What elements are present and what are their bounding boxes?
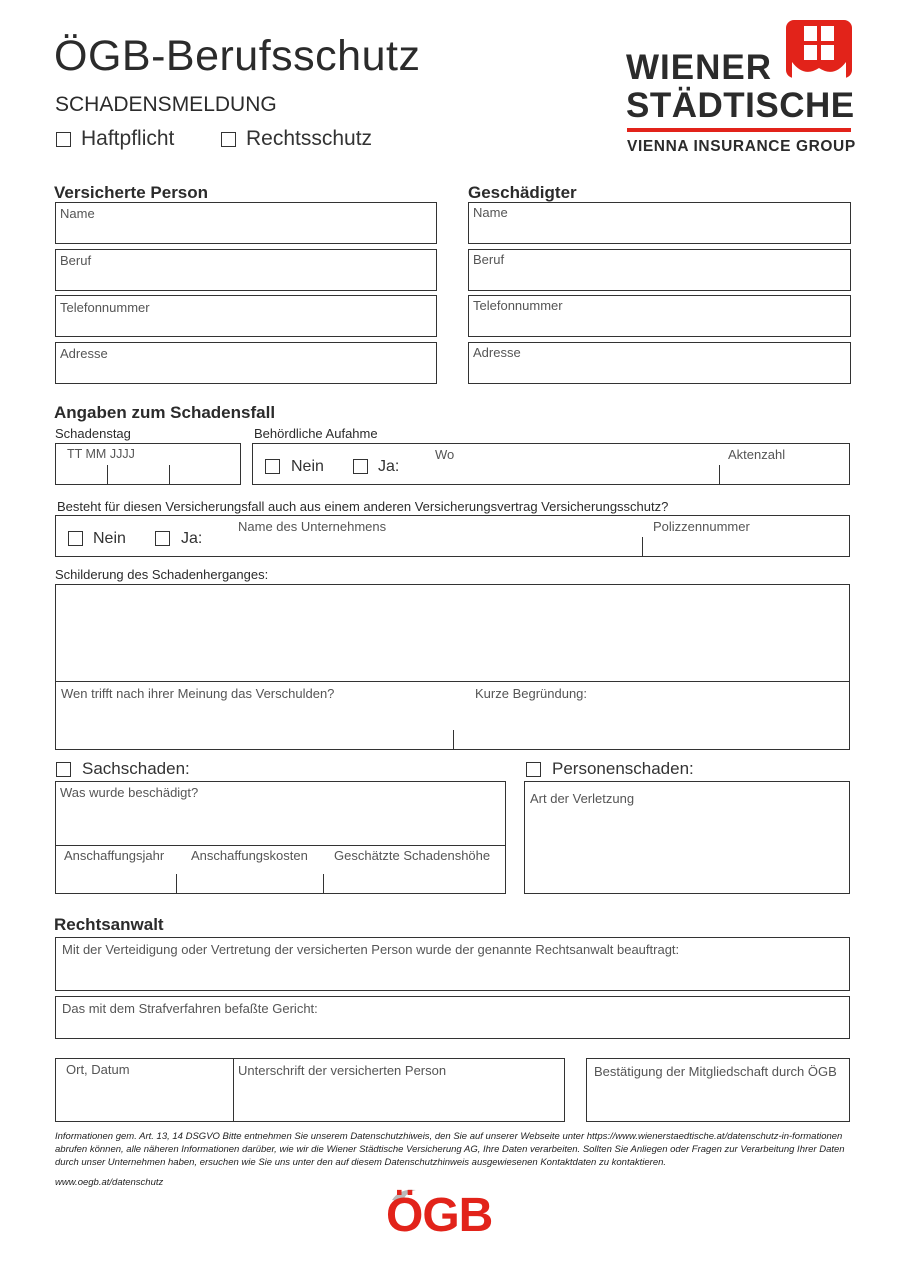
injury-type-field[interactable] bbox=[524, 781, 850, 894]
field-label: Beruf bbox=[60, 253, 92, 268]
court-field[interactable] bbox=[55, 996, 850, 1039]
checkbox-label-haftpflicht: Haftpflicht bbox=[81, 127, 175, 150]
field-label: Adresse bbox=[473, 345, 521, 360]
field-label: Adresse bbox=[60, 346, 108, 361]
file-number-label: Aktenzahl bbox=[728, 447, 786, 462]
place-date-label: Ort, Datum bbox=[66, 1062, 130, 1077]
purchase-cost-label: Anschaffungskosten bbox=[191, 848, 308, 863]
injured-occupation-field[interactable] bbox=[468, 249, 851, 291]
authority-nein-label: Nein bbox=[291, 458, 324, 475]
property-damage-field[interactable] bbox=[55, 781, 506, 894]
authority-where-label: Wo bbox=[435, 447, 455, 462]
privacy-notice: Informationen gem. Art. 13, 14 DSGVO Bitte entnehmen Sie unserem Datenschutzhiweis, den Sie auf unserer Webseite unter https://www.wienerstaedtische.at/datenschutz-in-formationen abrufen können, alle näheren Informationen darüber, wie wir die Wiener Städtische Versicherung AG, Ihre Daten verarbeiten. Sollten Sie Anliegen oder Fragen zur Verarbeitung Ihrer Daten durch unser Unternehmen haben, ersuchen wie Sie uns unter den auf diesem Datenschutzhinweis ausgewiesenen Kontaktdaten zu kontaktieren. bbox=[55, 1131, 845, 1168]
description-field[interactable] bbox=[55, 584, 850, 750]
signature-field[interactable] bbox=[55, 1058, 565, 1122]
date-separator bbox=[107, 465, 108, 485]
fault-label: Wen trifft nach ihrer Meinung das Verschulden? bbox=[61, 686, 335, 701]
date-separator bbox=[169, 465, 170, 485]
insured-name-field[interactable] bbox=[55, 202, 437, 244]
checkbox-label-rechtsschutz: Rechtsschutz bbox=[246, 127, 373, 150]
section-heading-incident: Angaben zum Schadensfall bbox=[54, 403, 276, 422]
authority-field[interactable] bbox=[252, 443, 850, 485]
lawyer-commissioned-field[interactable] bbox=[55, 937, 850, 991]
cost-separator bbox=[323, 874, 324, 894]
property-damage-label: Sachschaden: bbox=[82, 759, 190, 778]
section-heading-lawyer: Rechtsanwalt bbox=[54, 915, 164, 934]
date-placeholder: TT MM JJJJ bbox=[67, 447, 135, 461]
membership-confirmation-label: Bestätigung der Mitgliedschaft durch ÖGB bbox=[594, 1064, 837, 1079]
wiener-staedtische-logo bbox=[626, 18, 856, 163]
checkbox-authority-nein[interactable] bbox=[265, 459, 280, 474]
file-number-separator bbox=[719, 465, 720, 485]
logo-line-staedtische: STÄDTISCHE bbox=[626, 86, 855, 125]
insured-phone-field[interactable] bbox=[55, 295, 437, 337]
incident-date-field[interactable] bbox=[55, 443, 241, 485]
privacy-link[interactable]: www.oegb.at/datenschutz bbox=[55, 1177, 164, 1188]
lawyer-commissioned-label: Mit der Verteidigung oder Vertretung der versicherten Person wurde der genannte Rechtsanwalt beauftragt: bbox=[62, 942, 680, 957]
injured-name-field[interactable] bbox=[468, 202, 851, 244]
policy-number-label: Polizzennummer bbox=[653, 519, 750, 534]
shield-emblem-icon bbox=[784, 18, 854, 90]
company-name-label: Name des Unternehmens bbox=[238, 519, 387, 534]
field-label: Name bbox=[60, 206, 95, 221]
date-label: Schadenstag bbox=[55, 426, 131, 441]
court-label: Das mit dem Strafverfahren befaßte Gericht: bbox=[62, 1001, 318, 1016]
checkbox-other-ja[interactable] bbox=[155, 531, 170, 546]
checkbox-authority-ja[interactable] bbox=[353, 459, 368, 474]
insured-address-field[interactable] bbox=[55, 342, 437, 384]
oegb-logo-text: ÖGB bbox=[386, 1189, 493, 1242]
policy-separator bbox=[642, 537, 643, 557]
section-heading-injured: Geschädigter bbox=[468, 183, 577, 202]
logo-divider bbox=[627, 128, 851, 132]
field-label: Name bbox=[473, 205, 508, 220]
personal-injury-label: Personenschaden: bbox=[552, 759, 694, 778]
other-nein-label: Nein bbox=[93, 530, 126, 547]
checkbox-other-nein[interactable] bbox=[68, 531, 83, 546]
injury-type-label: Art der Verletzung bbox=[530, 791, 635, 806]
estimated-damage-label: Geschätzte Schadenshöhe bbox=[334, 848, 491, 863]
signature-label: Unterschrift der versicherten Person bbox=[238, 1063, 447, 1078]
description-divider bbox=[56, 681, 849, 682]
logo-line-vig: VIENNA INSURANCE GROUP bbox=[627, 138, 856, 155]
authority-label: Behördliche Aufahme bbox=[254, 426, 378, 441]
description-label: Schilderung des Schadenherganges: bbox=[55, 567, 269, 582]
oegb-logo bbox=[386, 1186, 521, 1242]
other-insurance-field[interactable] bbox=[55, 515, 850, 557]
page-title: ÖGB-Berufsschutz bbox=[54, 32, 421, 80]
reason-label: Kurze Begründung: bbox=[475, 686, 588, 701]
section-heading-insured: Versicherte Person bbox=[54, 183, 209, 202]
checkbox-personal-injury[interactable] bbox=[526, 762, 541, 777]
cost-separator bbox=[176, 874, 177, 894]
other-insurance-question: Besteht für diesen Versicherungsfall auch aus einem anderen Versicherungsvertrag Versicherungsschutz? bbox=[57, 499, 669, 514]
logo-line-wiener: WIENER bbox=[626, 48, 772, 87]
field-label: Telefonnummer bbox=[60, 300, 150, 315]
purchase-year-label: Anschaffungsjahr bbox=[64, 848, 165, 863]
property-what-label: Was wurde beschädigt? bbox=[60, 785, 199, 800]
other-ja-label: Ja: bbox=[181, 530, 203, 547]
checkbox-rechtsschutz[interactable] bbox=[221, 132, 236, 147]
insured-occupation-field[interactable] bbox=[55, 249, 437, 291]
membership-confirmation-field[interactable] bbox=[586, 1058, 850, 1122]
injured-address-field[interactable] bbox=[468, 342, 851, 384]
authority-ja-label: Ja: bbox=[378, 458, 400, 475]
signature-separator bbox=[233, 1059, 234, 1121]
injured-phone-field[interactable] bbox=[468, 295, 851, 337]
property-divider bbox=[56, 845, 505, 846]
checkbox-haftpflicht[interactable] bbox=[56, 132, 71, 147]
fault-separator bbox=[453, 730, 454, 750]
field-label: Beruf bbox=[473, 252, 505, 267]
field-label: Telefonnummer bbox=[473, 298, 563, 313]
form-subtitle: SCHADENSMELDUNG bbox=[55, 93, 277, 116]
checkbox-property-damage[interactable] bbox=[56, 762, 71, 777]
